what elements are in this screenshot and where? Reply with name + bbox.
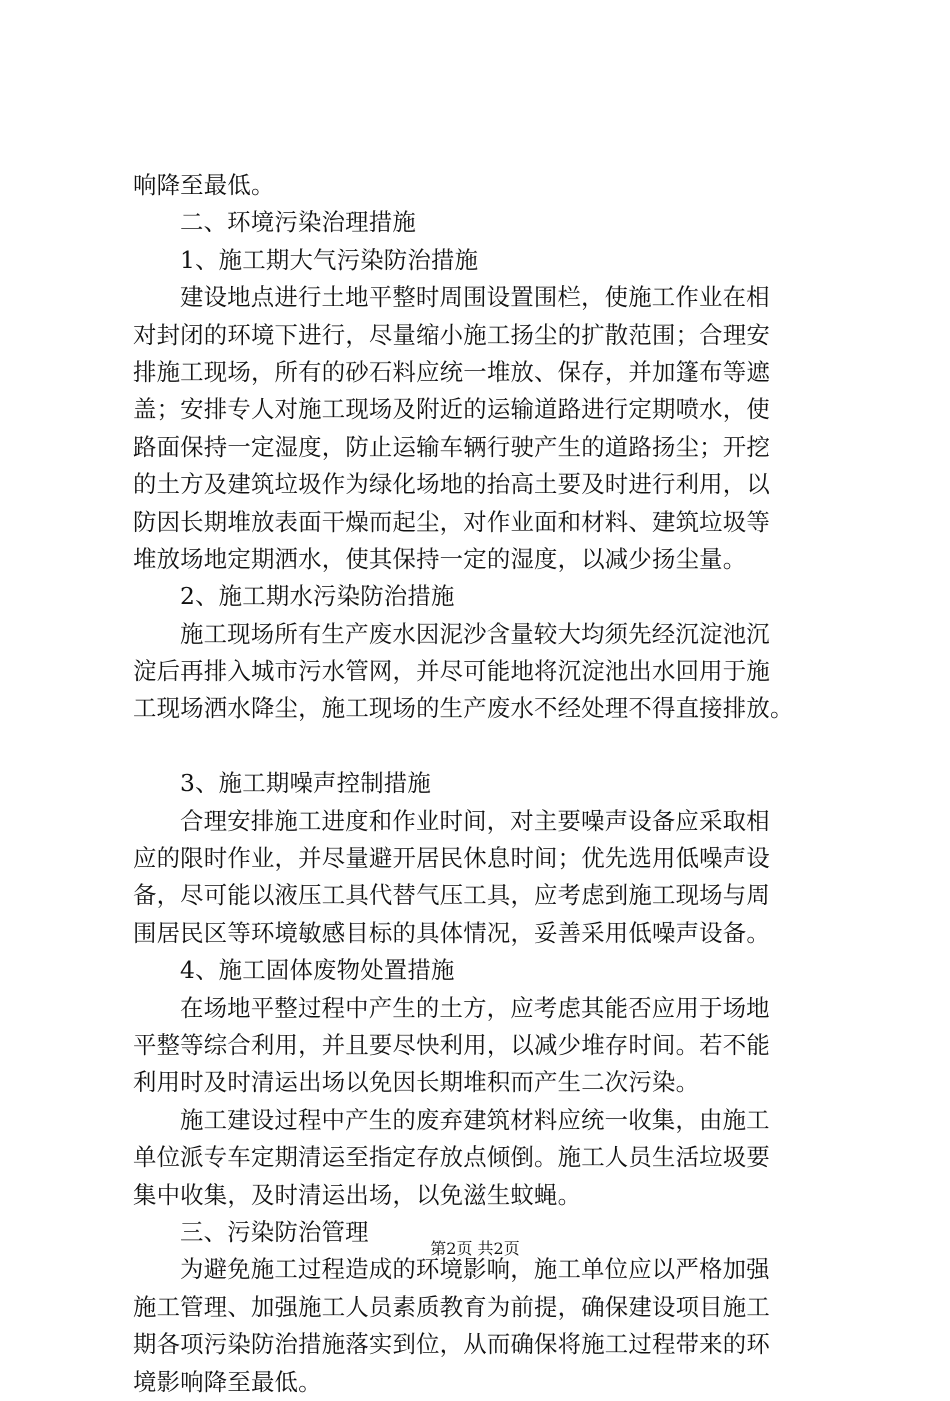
text-line: 排施工现场，所有的砂石料应统一堆放、保存，并加篷布等遮 <box>133 357 770 386</box>
text-line: 对封闭的环境下进行，尽量缩小施工扬尘的扩散范围；合理安 <box>133 320 770 349</box>
text-line: 利用时及时清运出场以免因长期堆积而产生二次污染。 <box>133 1068 700 1097</box>
text-line: 施工管理、加强施工人员素质教育为前提，确保建设项目施工 <box>133 1292 770 1321</box>
text-line: 施工现场所有生产废水因泥沙含量较大均须先经沉淀池沉 <box>180 619 770 648</box>
text-line: 为避免施工过程造成的环境影响，施工单位应以严格加强 <box>180 1255 770 1284</box>
text-line: 2、施工期水污染防治措施 <box>180 582 455 611</box>
document-body <box>133 167 843 1401</box>
text-line: 1、施工期大气污染防治措施 <box>180 245 479 274</box>
text-line: 应的限时作业，并尽量避开居民休息时间；优先选用低噪声设 <box>133 844 770 873</box>
text-line: 路面保持一定湿度，防止运输车辆行驶产生的道路扬尘；开挖 <box>133 432 770 461</box>
text-line: 单位派专车定期清运至指定存放点倾倒。施工人员生活垃圾要 <box>133 1143 770 1172</box>
text-line: 围居民区等环境敏感目标的具体情况，妥善采用低噪声设备。 <box>133 918 770 947</box>
text-line: 在场地平整过程中产生的土方，应考虑其能否应用于场地 <box>180 993 770 1022</box>
text-line: 三、污染防治管理 <box>180 1217 369 1246</box>
text-line <box>133 728 843 765</box>
text-line: 淀后再排入城市污水管网，并尽可能地将沉淀池出水回用于施 <box>133 657 770 686</box>
text-line: 合理安排施工进度和作业时间，对主要噪声设备应采取相 <box>180 806 770 835</box>
page-footer: 第2页 共2页 <box>430 1239 520 1258</box>
text-line: 响降至最低。 <box>133 171 275 199</box>
text-line: 3、施工期噪声控制措施 <box>180 769 431 798</box>
text-line: 期各项污染防治措施落实到位，从而确保将施工过程带来的环 <box>133 1330 770 1359</box>
text-line: 堆放场地定期洒水，使其保持一定的湿度，以减少扬尘量。 <box>133 544 747 573</box>
text-line: 防因长期堆放表面干燥而起尘，对作业面和材料、建筑垃圾等 <box>133 507 770 536</box>
text-line: 二、环境污染治理措施 <box>180 208 416 237</box>
text-line: 盖；安排专人对施工现场及附近的运输道路进行定期喷水，使 <box>133 395 770 424</box>
text-line: 集中收集，及时清运出场，以免滋生蚊蝇。 <box>133 1180 582 1209</box>
text-line: 工现场洒水降尘，施工现场的生产废水不经处理不得直接排放。 <box>133 694 794 723</box>
text-line: 境影响降至最低。 <box>133 1367 322 1396</box>
text-line: 4、施工固体废物处置措施 <box>180 956 455 985</box>
text-line: 备，尽可能以液压工具代替气压工具，应考虑到施工现场与周 <box>133 881 770 910</box>
text-line: 建设地点进行土地平整时周围设置围栏，使施工作业在相 <box>180 283 770 312</box>
text-line: 施工建设过程中产生的废弃建筑材料应统一收集，由施工 <box>180 1105 770 1134</box>
text-line: 平整等综合利用，并且要尽快利用，以减少堆存时间。若不能 <box>133 1030 770 1059</box>
text-line: 的土方及建筑垃圾作为绿化场地的抬高土要及时进行利用，以 <box>133 470 770 499</box>
